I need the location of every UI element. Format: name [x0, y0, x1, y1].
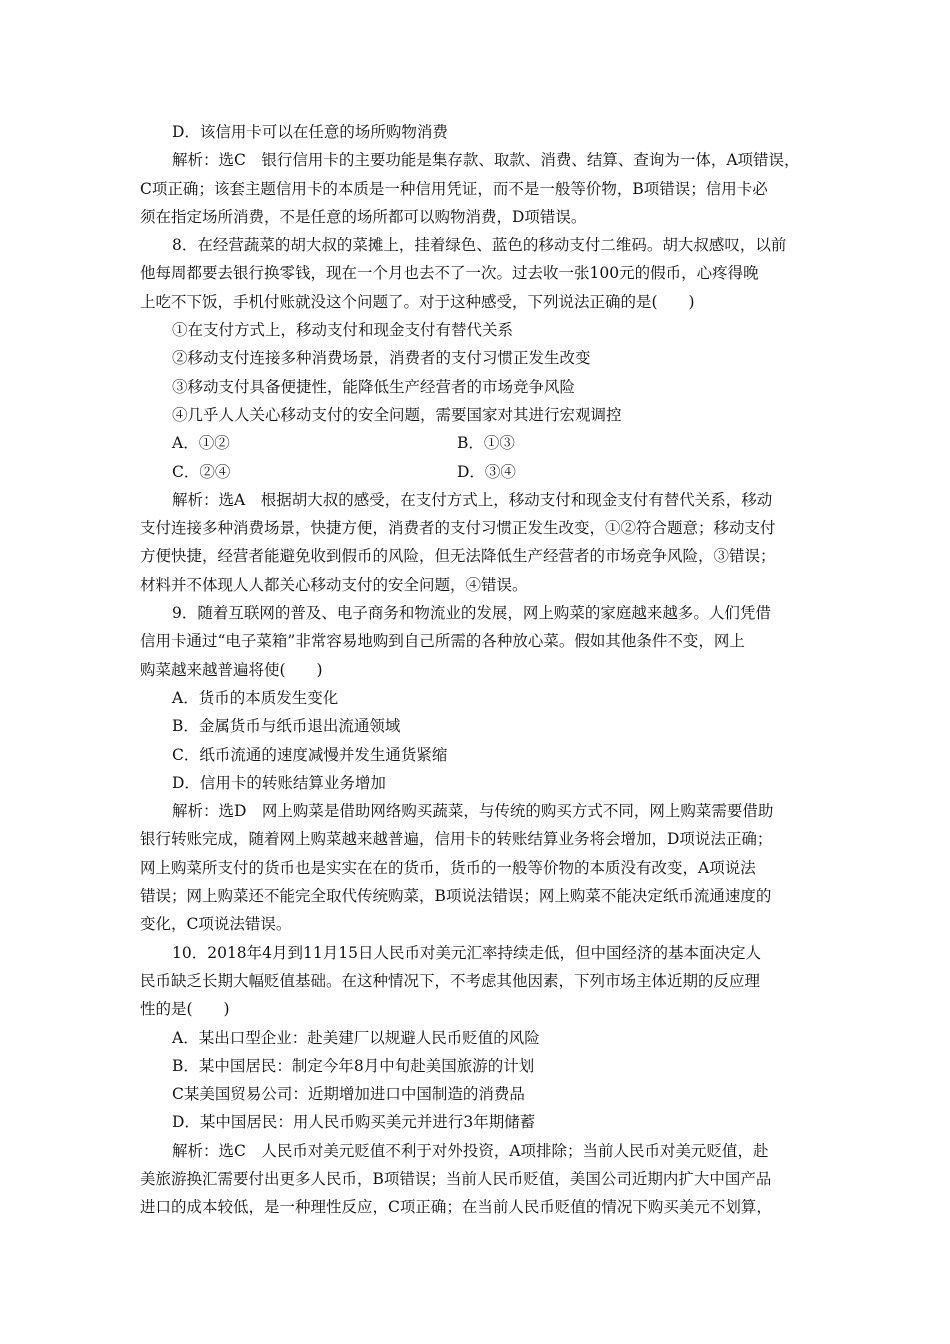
q9-option-d: D．信用卡的转账结算业务增加	[172, 773, 386, 792]
q10-stem-line-1: 10．2018年4月到11月15日人民币对美元汇率持续走低，但中国经济的基本面决定人	[172, 943, 761, 962]
q9-option-c: C．纸币流通的速度减慢并发生通货紧缩	[172, 745, 448, 764]
q8-statement-3: ③移动支付具备便捷性，能降低生产经营者的市场竞争风险	[172, 377, 576, 396]
q8-option-d: D．③④	[457, 462, 516, 481]
q9-stem-line-2: 信用卡通过“电子菜箱”非常容易地购到自己所需的各种放心菜。假如其他条件不变，网上	[140, 632, 745, 651]
q9-analysis-line-2: 银行转账完成，随着网上购菜越来越普遍，信用卡的转账结算业务将会增加，D项说法正确；	[140, 830, 773, 849]
q8-analysis-line-2: 支付连接多种消费场景，快捷方便，消费者的支付习惯正发生改变，①②符合题意；移动支付	[140, 519, 776, 538]
q8-stem-line-1: 8．在经营蔬菜的胡大叔的菜摊上，挂着绿色、蓝色的移动支付二维码。胡大叔感叹，以前	[172, 236, 787, 255]
q10-option-a: A．某出口型企业：赴美建厂以规避人民币贬值的风险	[172, 1028, 540, 1047]
q9-stem-line-1: 9．随着互联网的普及、电子商务和物流业的发展，网上购菜的家庭越来越多。人们凭借	[172, 604, 771, 623]
q7-analysis-line-3: 须在指定场所消费，不是任意的场所都可以购物消费，D项错误。	[140, 207, 587, 226]
q7-analysis-line-1: 解析：选C 银行信用卡的主要功能是集存款、取款、消费、结算、查询为一体，A项错误，	[172, 151, 800, 170]
q10-stem-line-2: 民币缺乏长期大幅贬值基础。在这种情况下，不考虑其他因素，下列市场主体近期的反应理	[140, 971, 761, 990]
q9-stem-line-3: 购菜越来越普遍将使( )	[140, 660, 323, 679]
q8-analysis-line-3: 方便快捷，经营者能避免收到假币的风险，但无法降低生产经营者的市场竞争风险，③错误；	[140, 547, 776, 566]
q10-option-b: B．某中国居民：制定今年8月中旬赴美国旅游的计划	[172, 1056, 535, 1075]
q9-analysis-line-5: 变化，C项说法错误。	[140, 915, 292, 934]
q9-option-b: B．金属货币与纸币退出流通领域	[172, 717, 401, 736]
q7-analysis-line-2: C项正确；该套主题信用卡的本质是一种信用凭证，而不是一般等价物，B项错误；信用卡必	[140, 179, 768, 198]
q8-option-a: A．①②	[172, 434, 230, 453]
q10-analysis-line-3: 进口的成本较低，是一种理性反应，C项正确；在当前人民币贬值的情况下购买美元不划算，	[140, 1198, 772, 1217]
q8-options-row-1	[140, 429, 810, 457]
q10-analysis-line-2: 美旅游换汇需要付出更多人民币，B项错误；当前人民币贬值，美国公司近期内扩大中国产品	[140, 1169, 772, 1188]
q10-analysis-line-1: 解析：选C 人民币对美元贬值不利于对外投资，A项排除；当前人民币对美元贬值，赴	[172, 1141, 769, 1160]
q9-option-a: A．货币的本质发生变化	[172, 688, 339, 707]
q8-stem-line-3: 上吃不下饭，手机付账就没这个问题了。对于这种感受，下列说法正确的是( )	[140, 292, 695, 311]
q8-options-row-2	[140, 458, 810, 486]
q8-analysis-line-1: 解析：选A 根据胡大叔的感受，在支付方式上，移动支付和现金支付有替代关系，移动	[172, 490, 773, 509]
q8-stem-line-2: 他每周都要去银行换零钱，现在一个月也去不了一次。过去收一张100元的假币，心疼得晚	[140, 264, 759, 283]
q10-option-d: D．某中国居民：用人民币购买美元并进行3年期储蓄	[172, 1113, 536, 1132]
q8-statement-2: ②移动支付连接多种消费场景，消费者的支付习惯正发生改变	[172, 349, 591, 368]
q9-analysis-line-1: 解析：选D 网上购菜是借助网络购买蔬菜，与传统的购买方式不同，网上购菜需要借助	[172, 802, 774, 821]
q9-analysis-line-3: 网上购菜所支付的货币也是实实在在的货币，货币的一般等价物的本质没有改变，A项说法	[140, 858, 756, 877]
q10-option-c: C某美国贸易公司：近期增加进口中国制造的消费品	[172, 1085, 525, 1104]
document-page	[140, 118, 810, 1222]
q8-statement-4: ④几乎人人关心移动支付的安全问题，需要国家对其进行宏观调控	[172, 405, 622, 424]
q7-option-d: D．该信用卡可以在任意的场所购物消费	[172, 123, 448, 141]
q8-statement-1: ①在支付方式上，移动支付和现金支付有替代关系	[172, 321, 514, 340]
q9-analysis-line-4: 错误；网上购菜还不能完全取代传统购菜，B项说法错误；网上购菜不能决定纸币流通速度的	[140, 887, 772, 906]
q8-analysis-line-4: 材料并不体现人人都关心移动支付的安全问题，④错误。	[140, 575, 528, 594]
q10-stem-line-3: 性的是( )	[140, 1000, 230, 1019]
q8-option-c: C．②④	[172, 462, 231, 481]
q8-option-b: B．①③	[457, 434, 515, 453]
